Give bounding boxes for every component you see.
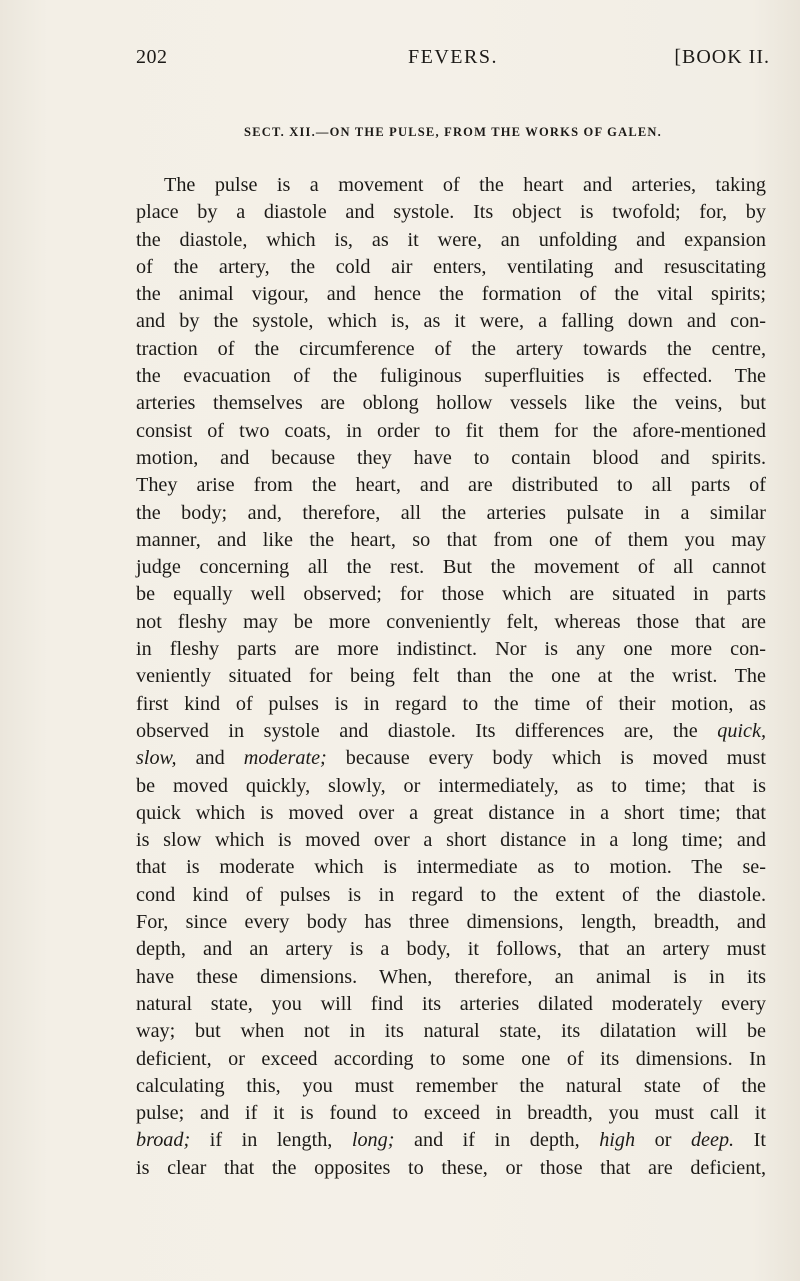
text-line: motion, and because they have to contain blood and spirits.	[136, 446, 766, 469]
text-line: pulse; and if it is found to exceed in breadth, you must call it	[136, 1102, 766, 1125]
text-line: calculating this, you must remember the natural state of the	[136, 1074, 766, 1097]
text-line: not fleshy may be more conveniently felt, whereas those that are	[136, 610, 766, 633]
text-line: depth, and an artery is a body, it follows, that an artery must	[136, 938, 766, 961]
text-line: in fleshy parts are more indistinct. Nor is any one more con-	[136, 638, 766, 661]
text-line: arteries themselves are oblong hollow vessels like the veins, but	[136, 392, 766, 415]
text-line: is clear that the opposites to these, or those that are deficient,	[136, 1156, 766, 1179]
text-line: and by the systole, which is, as it were, a falling down and con-	[136, 310, 766, 333]
text-line: be equally well observed; for those which are situated in parts	[136, 583, 766, 606]
text-line: consist of two coats, in order to fit them for the afore-mentioned	[136, 419, 766, 442]
text-line: They arise from the heart, and are distributed to all parts of	[136, 474, 766, 497]
text-line: way; but when not in its natural state, its dilatation will be	[136, 1020, 766, 1043]
italic-term: slow,	[136, 747, 177, 770]
italic-term: long;	[351, 1129, 395, 1152]
text-line: of the artery, the cold air enters, ventilating and resuscitating	[136, 255, 766, 278]
running-title: FEVERS.	[408, 46, 498, 68]
text-line: place by a diastole and systole. Its object is twofold; for, by	[136, 201, 766, 224]
text-line: deficient, or exceed according to some one of its dimensions. In	[136, 1047, 766, 1070]
italic-term: moderate;	[243, 747, 327, 770]
text-line: manner, and like the heart, so that from one of them you may	[136, 528, 766, 551]
italic-term: quick,	[717, 719, 766, 742]
page-number: 202	[136, 46, 168, 68]
text-line: broad; if in length, long; and if in depth, high or deep. It	[136, 1129, 766, 1152]
text-line: For, since every body has three dimensions, length, breadth, and	[136, 911, 766, 934]
text-line: slow, and moderate; because every body which is moved must	[136, 747, 766, 770]
book-marker: [BOOK II.	[674, 46, 770, 68]
section-heading: SECT. XII.—ON THE PULSE, FROM THE WORKS OF GALEN.	[244, 125, 662, 139]
text-line: The pulse is a movement of the heart and arteries, taking	[164, 174, 766, 196]
text-line: the evacuation of the fuliginous superfluities is effected. The	[136, 365, 766, 388]
running-header	[136, 46, 770, 76]
italic-term: high	[599, 1129, 636, 1152]
body-paragraph	[136, 172, 766, 1182]
text-line: the animal vigour, and hence the formation of the vital spirits;	[136, 283, 766, 306]
text-line: the diastole, which is, as it were, an unfolding and expansion	[136, 228, 766, 251]
text-line: traction of the circumference of the artery towards the centre,	[136, 337, 766, 360]
text-line: natural state, you will find its arteries dilated moderately every	[136, 992, 766, 1015]
italic-term: deep.	[690, 1129, 735, 1152]
text-line: is slow which is moved over a short distance in a long time; and	[136, 829, 766, 852]
text-line: have these dimensions. When, therefore, an animal is in its	[136, 965, 766, 988]
text-line: judge concerning all the rest. But the movement of all cannot	[136, 556, 766, 579]
text-line: cond kind of pulses is in regard to the extent of the diastole.	[136, 883, 766, 906]
text-line: that is moderate which is intermediate as to motion. The se-	[136, 856, 766, 879]
text-line: the body; and, therefore, all the arteries pulsate in a similar	[136, 501, 766, 524]
text-line: veniently situated for being felt than the one at the wrist. The	[136, 665, 766, 688]
text-line: observed in systole and diastole. Its differences are, the quick,	[136, 719, 766, 742]
text-line: quick which is moved over a great distance in a short time; that	[136, 801, 766, 824]
text-line: first kind of pulses is in regard to the time of their motion, as	[136, 692, 766, 715]
italic-term: broad;	[136, 1129, 191, 1152]
text-line: be moved quickly, slowly, or intermediately, as to time; that is	[136, 774, 766, 797]
